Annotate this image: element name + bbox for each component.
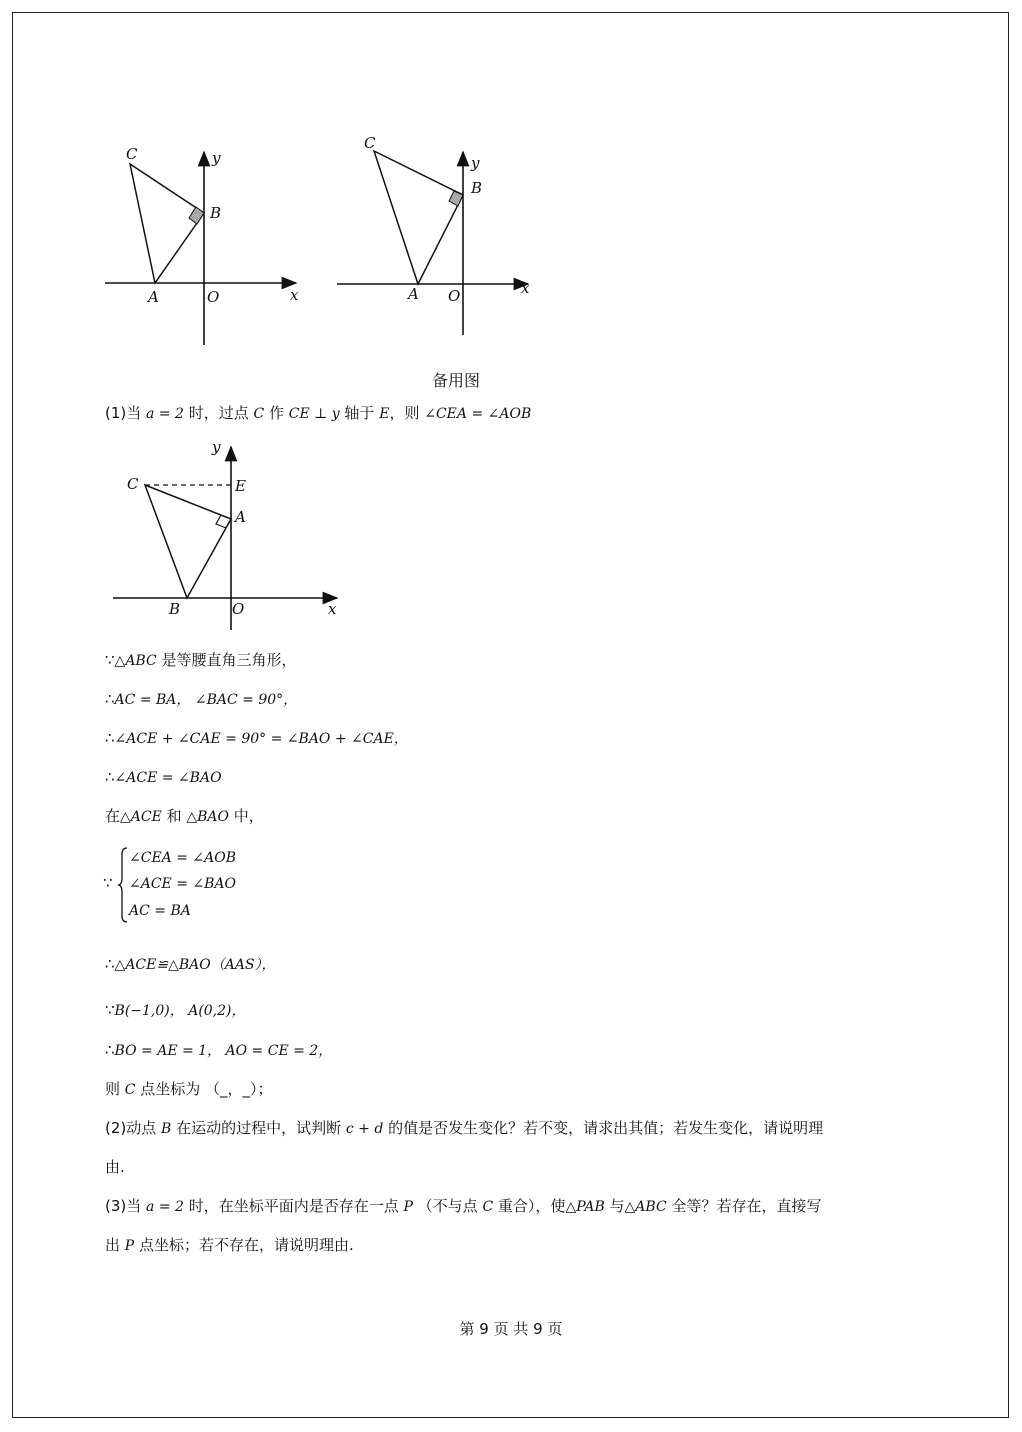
figure-3 — [105, 435, 345, 635]
label-o: O — [232, 600, 245, 618]
label-a: A — [148, 288, 159, 306]
proof-line-3: ∴∠ACE + ∠CAE = 90° = ∠BAO + ∠CAE， — [105, 729, 408, 747]
proof-line-5: 在△ACE 和 △BAO 中， — [105, 807, 264, 825]
triangle-abc — [374, 151, 463, 284]
proof-line-2: ∴AC = BA， ∠BAC = 90°， — [105, 690, 298, 708]
label-y: y — [212, 438, 221, 456]
because-symbol: ∵ — [103, 874, 113, 892]
figure-1 — [100, 140, 310, 350]
proof-line-6: ∴△ACE≌△BAO（AAS）， — [105, 955, 276, 973]
label-x: x — [328, 600, 337, 618]
label-o: O — [448, 287, 461, 305]
brace-icon — [117, 846, 129, 924]
label-x: x — [521, 279, 530, 297]
figure-caption: 备用图 — [432, 371, 481, 390]
page-footer: 第 9 页 共 9 页 — [459, 1320, 563, 1338]
label-b: B — [169, 600, 181, 618]
proof-line-1: ∵△ABC 是等腰直角三角形， — [105, 651, 297, 669]
right-angle-mark — [189, 207, 204, 224]
system-eq-3: AC = BA — [129, 903, 191, 919]
label-c: C — [127, 475, 139, 493]
proof-line-8: ∴BO = AE = 1， AO = CE = 2， — [105, 1041, 333, 1059]
label-b: B — [471, 179, 483, 197]
question-1-line: (1)当 a = 2 时，过点 C 作 CE ⊥ y 轴于 E，则 ∠CEA = ∠AOB — [105, 404, 532, 422]
system-eq-1: ∠CEA = ∠AOB — [129, 850, 237, 866]
question-3-line-2: 出 P 点坐标；若不存在，请说明理由. — [105, 1236, 354, 1254]
question-2-line-1: (2)动点 B 在运动的过程中，试判断 c + d 的值是否发生变化？若不变，请求出其值；若发生变化，请说明理 — [105, 1119, 824, 1137]
label-e: E — [235, 477, 246, 495]
label-o: O — [207, 288, 220, 306]
proof-line-7: ∵B(−1,0)， A(0,2)， — [105, 1001, 246, 1019]
label-y: y — [471, 154, 480, 172]
system-eq-2: ∠ACE = ∠BAO — [129, 876, 237, 892]
label-a: A — [235, 508, 246, 526]
question-3-line-1: (3)当 a = 2 时，在坐标平面内是否存在一点 P （不与点 C 重合），使△PAB 与△ABC 全等？若存在，直接写 — [105, 1197, 822, 1215]
figure-2 — [332, 130, 542, 345]
label-x: x — [290, 286, 299, 304]
triangle-abc — [145, 485, 231, 598]
proof-line-4: ∴∠ACE = ∠BAO — [105, 768, 222, 786]
label-c: C — [364, 134, 376, 152]
triangle-abc — [130, 164, 204, 283]
label-b: B — [210, 204, 222, 222]
label-c: C — [126, 145, 138, 163]
label-a: A — [408, 285, 419, 303]
proof-line-9: 则 C 点坐标为 （_，_）； — [105, 1080, 273, 1098]
question-2-line-2: 由. — [105, 1158, 125, 1176]
label-y: y — [212, 149, 221, 167]
